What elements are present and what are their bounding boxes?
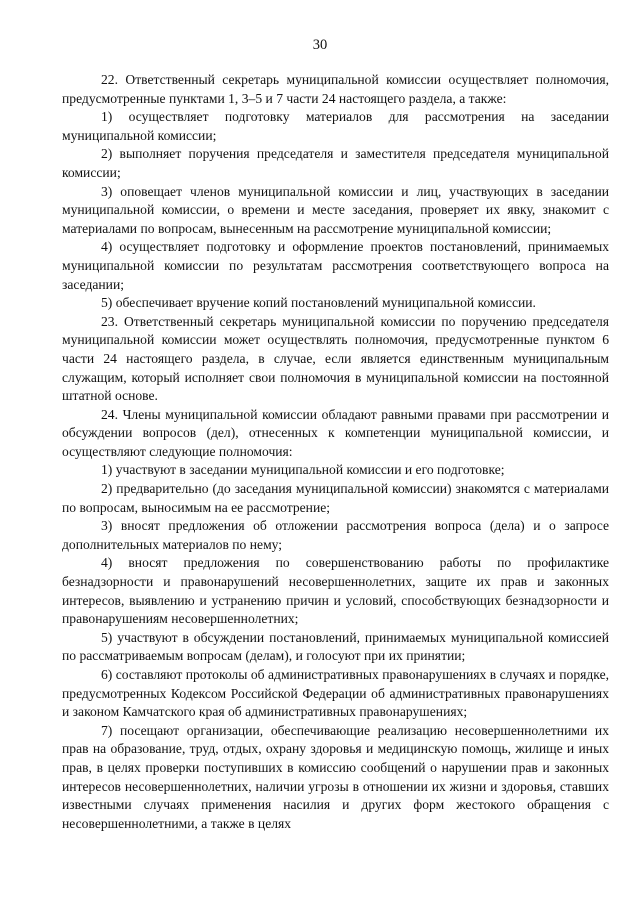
list-item-24-4: 4) вносят предложения по совершенствованию работы по профилактике безнадзорности и правонарушений несовершеннолетних, защите их прав и законных интересов, выявлению и устранению причин и условий, способствующих безнадзорности и правонарушениям несовершеннолетних; <box>62 555 609 627</box>
list-item-22-5: 5) обеспечивает вручение копий постановлений муниципальной комиссии. <box>101 295 536 311</box>
paragraph-24: 24. Члены муниципальной комиссии обладают равными правами при рассмотрении и обсуждении вопросов (дел), отнесенных к компетенции муниципальной комиссии, и осуществляют следующие полномочия: <box>62 406 609 459</box>
list-item-22-2: 2) выполняет поручения председателя и заместителя председателя муниципальной комиссии; <box>62 146 609 180</box>
list-item-22-3: 3) оповещает членов муниципальной комиссии и лиц, участвующих в заседании муниципальной комиссии, о времени и месте заседания, проверяет их явку, знакомит с материалами по вопросам, вынесенным на рассмотрение муниципальной комиссии; <box>62 183 609 236</box>
list-item-22-4: 4) осуществляет подготовку и оформление проектов постановлений, принимаемых муниципальной комиссии по результатам рассмотрения соответствующего вопроса на заседании; <box>62 239 609 292</box>
list-item-24-3: 3) вносят предложения об отложении рассмотрения вопроса (дела) и о запросе дополнительных материалов по нему; <box>62 518 609 552</box>
paragraph-23: 23. Ответственный секретарь муниципальной комиссии по поручению председателя муниципальной комиссии может осуществлять полномочия, предусмотренные пунктом 6 части 24 настоящего раздела, в случае, если является единственным муниципальным служащим, который исполняет свои полномочия в муниципальной комиссии на постоянной штатной основе. <box>62 313 609 404</box>
list-item-22-1: 1) осуществляет подготовку материалов для рассмотрения на заседании муниципальной комиссии; <box>62 109 609 143</box>
list-item-24-5: 5) участвуют в обсуждении постановлений, принимаемых муниципальной комиссией по рассматриваемым вопросам (делам), и голосуют при их принятии; <box>62 629 609 664</box>
list-item-24-7: 7) посещают организации, обеспечивающие реализацию несовершеннолетними их прав на образование, труд, отдых, охрану здоровья и медицинскую помощь, жилище и иных прав, в целях проверки поступивших в комиссию сообщений о нарушении прав и законных интересов несовершеннолетних, наличии угрозы в отношении их жизни и здоровья, ставших известными случаях применения насилия и других форм жестокого обращения с несовершеннолетними, а также в целях <box>62 722 609 831</box>
list-item-24-2: 2) предварительно (до заседания муниципальной комиссии) знакомятся с материалами по вопросам, выносимым на ее рассмотрение; <box>62 481 609 515</box>
list-item-24-6: 6) составляют протоколы об административных правонарушениях в случаях и порядке, предусмотренных Кодексом Российской Федерации об административных правонарушениях и законом Камчатского края об административных правонарушениях; <box>62 667 609 720</box>
page-number: 30 <box>312 37 328 53</box>
document-body <box>62 71 609 833</box>
paragraph-22: 22. Ответственный секретарь муниципальной комиссии осуществляет полномочия, предусмотренные пунктами 1, 3–5 и 7 части 24 настоящего раздела, а также: <box>62 72 609 106</box>
list-item-24-1: 1) участвуют в заседании муниципальной комиссии и его подготовке; <box>101 462 505 478</box>
